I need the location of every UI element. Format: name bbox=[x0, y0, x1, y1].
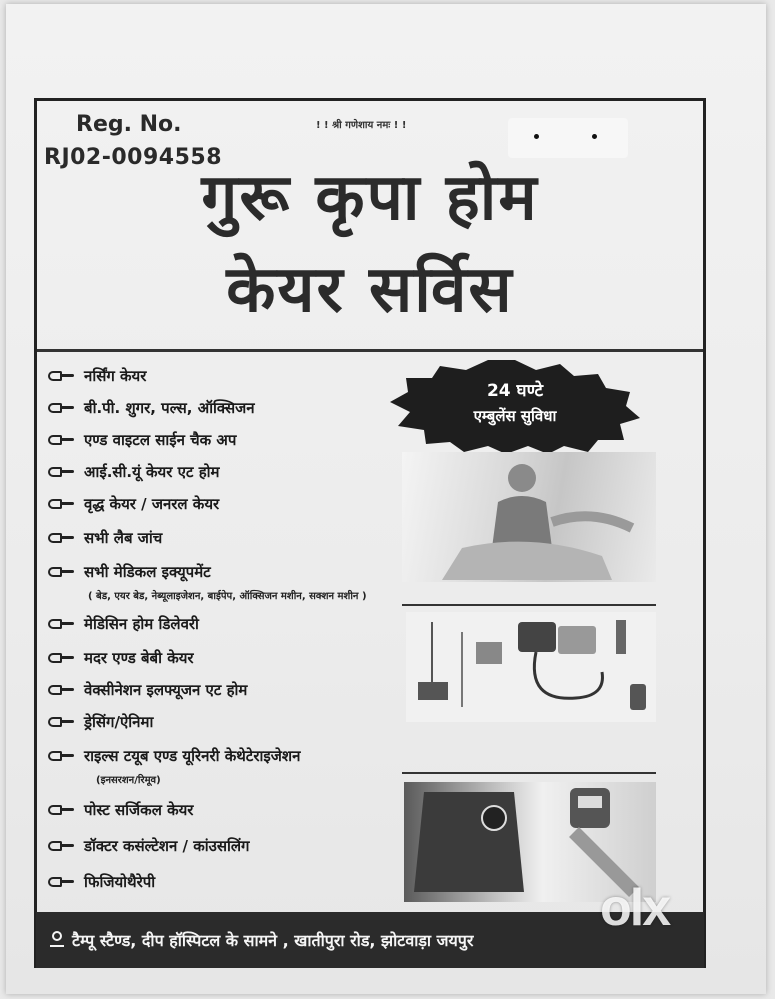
title-line-2: केयर सर्विस bbox=[226, 253, 514, 327]
photo-divider bbox=[402, 604, 656, 606]
pointing-hand-icon bbox=[48, 401, 74, 415]
service-item: वृद्ध केयर / जनरल केयर bbox=[48, 490, 219, 518]
pointing-hand-icon bbox=[48, 465, 74, 479]
pointing-hand-icon bbox=[48, 497, 74, 511]
badge-line-1: 24 घण्टे bbox=[486, 381, 544, 401]
title-line-1: गुरू कृपा होम bbox=[201, 161, 539, 235]
pointing-hand-icon bbox=[48, 803, 74, 817]
service-item: एण्ड वाइटल साईन चैक अप bbox=[48, 426, 236, 454]
service-item: आई.सी.यूं केयर एट होम bbox=[48, 458, 220, 486]
service-item: ड्रेसिंग/ऐनिमा bbox=[48, 708, 153, 736]
badge-line-2: एम्बुलेंस सुविधा bbox=[473, 407, 557, 425]
service-item: डॉक्टर कसंल्टेशन / कांउसलिंग bbox=[48, 832, 249, 860]
pointing-hand-icon bbox=[48, 651, 74, 665]
pointing-hand-icon bbox=[48, 875, 74, 889]
pointing-hand-icon bbox=[48, 565, 74, 579]
service-item: वेक्सीनेशन इलफ्यूजन एट होम bbox=[48, 676, 247, 704]
pointing-hand-icon bbox=[48, 839, 74, 853]
nurse-patient-photo bbox=[402, 452, 656, 582]
ambulance-badge bbox=[388, 358, 642, 454]
service-item: सभी लैब जांच bbox=[48, 524, 162, 552]
service-item: बी.पी. शुगर, पल्स, ऑक्सिजन bbox=[48, 394, 255, 422]
pointing-hand-icon bbox=[48, 715, 74, 729]
pointing-hand-icon bbox=[48, 683, 74, 697]
reg-number: RJ02-0094558 bbox=[44, 145, 223, 170]
blank-patch bbox=[508, 118, 628, 158]
pointing-hand-icon bbox=[48, 369, 74, 383]
pointing-hand-icon bbox=[48, 433, 74, 447]
service-item: मेडिसिन होम डिलेवरी bbox=[48, 610, 199, 638]
service-item: नर्सिंग केयर bbox=[48, 362, 146, 390]
service-item: सभी मेडिकल इक्यूपमेंट bbox=[48, 558, 211, 586]
medical-equipment-photo bbox=[406, 612, 656, 722]
mantra-text: ! ! श्री गणेशाय नमः ! ! bbox=[316, 120, 407, 131]
location-pin-icon bbox=[50, 931, 64, 949]
olx-watermark: olx bbox=[600, 879, 670, 937]
service-item: मदर एण्ड बेबी केयर bbox=[48, 644, 194, 672]
title-divider bbox=[37, 349, 703, 352]
insertion-note: (इनसरशन/रिमूव) bbox=[96, 775, 161, 786]
equipment-note: ( बेड, एयर बेड, नेब्यूलाइजेशन, बाईपेप, ऑक्सिजन मशीन, सक्शन मशीन ) bbox=[88, 591, 367, 602]
service-item: राइल्स टयूब एण्ड यूरिनरी केथेटेराइजेशन bbox=[48, 742, 300, 770]
service-item: फिजियोथैरेपी bbox=[48, 868, 155, 896]
pointing-hand-icon bbox=[48, 531, 74, 545]
reg-label: Reg. No. bbox=[76, 112, 182, 137]
service-item: पोस्ट सर्जिकल केयर bbox=[48, 796, 193, 824]
pointing-hand-icon bbox=[48, 617, 74, 631]
photo-divider bbox=[402, 772, 656, 774]
address-text: टैम्पू स्टैण्ड, दीप हॉस्पिटल के सामने , खातीपुरा रोड, झोटवाड़ा जयपुर bbox=[72, 931, 474, 950]
pointing-hand-icon bbox=[48, 749, 74, 763]
